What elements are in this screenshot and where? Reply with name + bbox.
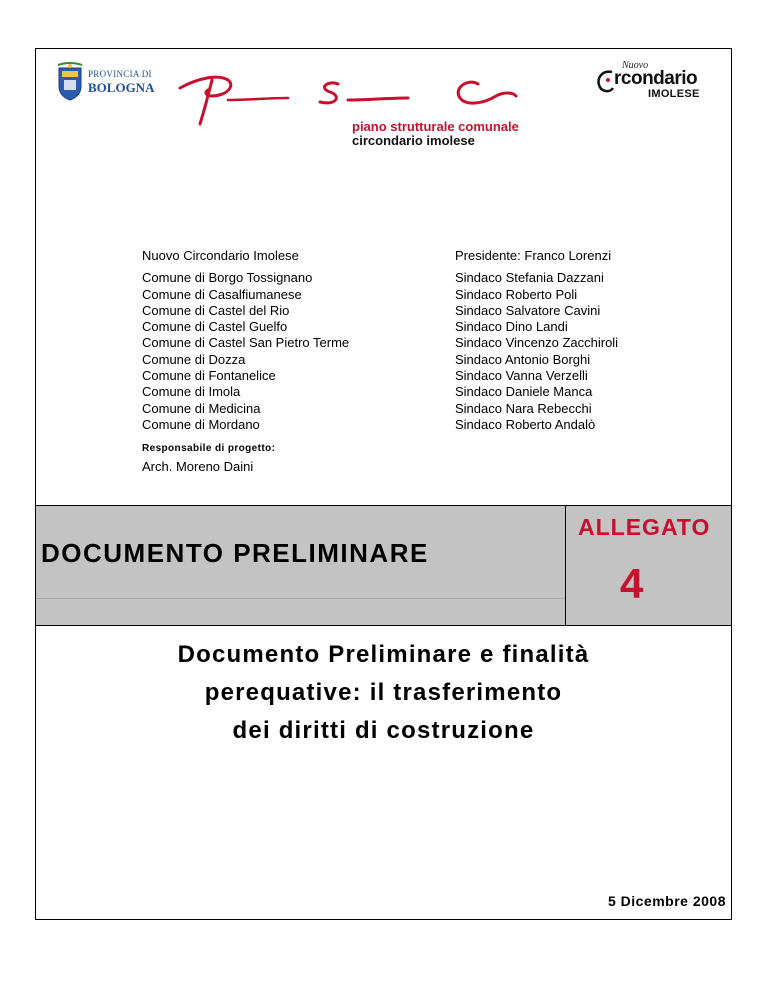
- document-date: 5 Dicembre 2008: [607, 893, 726, 909]
- sindaci-list: [455, 248, 618, 433]
- subtitle-line1: Documento Preliminare e finalità: [177, 641, 590, 668]
- sindaco-item: Sindaco Vincenzo Zacchiroli: [455, 335, 619, 351]
- provincia-line1: PROVINCIA DI: [88, 69, 152, 79]
- circondario-sub: IMOLESE: [648, 88, 700, 100]
- comune-item: Comune di Mordano: [142, 416, 260, 432]
- page-frame: [35, 48, 732, 920]
- provincia-line2: BOLOGNA: [88, 80, 155, 95]
- circondario-main: rcondario: [614, 68, 698, 89]
- allegato-number: 4: [620, 560, 644, 607]
- psc-line1: piano strutturale comunale: [352, 119, 519, 134]
- sindaco-item: Sindaco Salvatore Cavini: [455, 302, 601, 318]
- circle-swirl-icon: [596, 68, 616, 94]
- psc-script-logo: [178, 66, 518, 126]
- presidente-header: Presidente: Franco Lorenzi: [455, 248, 612, 263]
- circondario-imolese-logo: [596, 60, 706, 102]
- band-vertical-divider: [565, 505, 566, 626]
- band-divider-line: [36, 598, 566, 599]
- responsabile-label: Responsabile di progetto:: [142, 443, 276, 454]
- sindaco-item: Sindaco Daniele Manca: [455, 384, 593, 400]
- comune-item: Comune di Medicina: [142, 400, 261, 416]
- provincia-di-bologna-logo: [56, 62, 156, 104]
- sindaco-item: Sindaco Dino Landi: [455, 319, 568, 335]
- document-title: DOCUMENTO PRELIMINARE: [41, 538, 429, 568]
- comune-item: Comune di Casalfiumanese: [142, 286, 302, 302]
- allegato-label: ALLEGATO: [578, 514, 711, 540]
- comune-item: Comune di Castel San Pietro Terme: [142, 335, 350, 351]
- responsabile-name: Arch. Moreno Daini: [142, 459, 254, 474]
- psc-subtitle: [352, 120, 519, 148]
- comune-item: Comune di Fontanelice: [142, 368, 276, 384]
- comuni-header: Nuovo Circondario Imolese: [142, 248, 299, 263]
- sindaco-item: Sindaco Vanna Verzelli: [455, 368, 588, 384]
- comuni-list: [142, 248, 349, 433]
- sindaco-item: Sindaco Stefania Dazzani: [455, 270, 604, 286]
- subtitle-line2: perequative: il trasferimento: [204, 679, 563, 706]
- circondario-nuovo: Nuovo: [622, 60, 649, 71]
- crest-icon: [56, 62, 84, 102]
- sindaco-item: Sindaco Antonio Borghi: [455, 351, 591, 367]
- document-subtitle: [36, 636, 731, 750]
- subtitle-line3: dei diritti di costruzione: [232, 717, 535, 744]
- comune-item: Comune di Castel del Rio: [142, 302, 290, 318]
- sindaco-item: Sindaco Roberto Poli: [455, 286, 578, 302]
- sindaco-item: Sindaco Roberto Andalò: [455, 416, 596, 432]
- comune-item: Comune di Borgo Tossignano: [142, 270, 313, 286]
- comune-item: Comune di Castel Guelfo: [142, 319, 288, 335]
- psc-line2: circondario imolese: [352, 133, 475, 148]
- comune-item: Comune di Imola: [142, 384, 241, 400]
- comune-item: Comune di Dozza: [142, 351, 246, 367]
- sindaco-item: Sindaco Nara Rebecchi: [455, 400, 592, 416]
